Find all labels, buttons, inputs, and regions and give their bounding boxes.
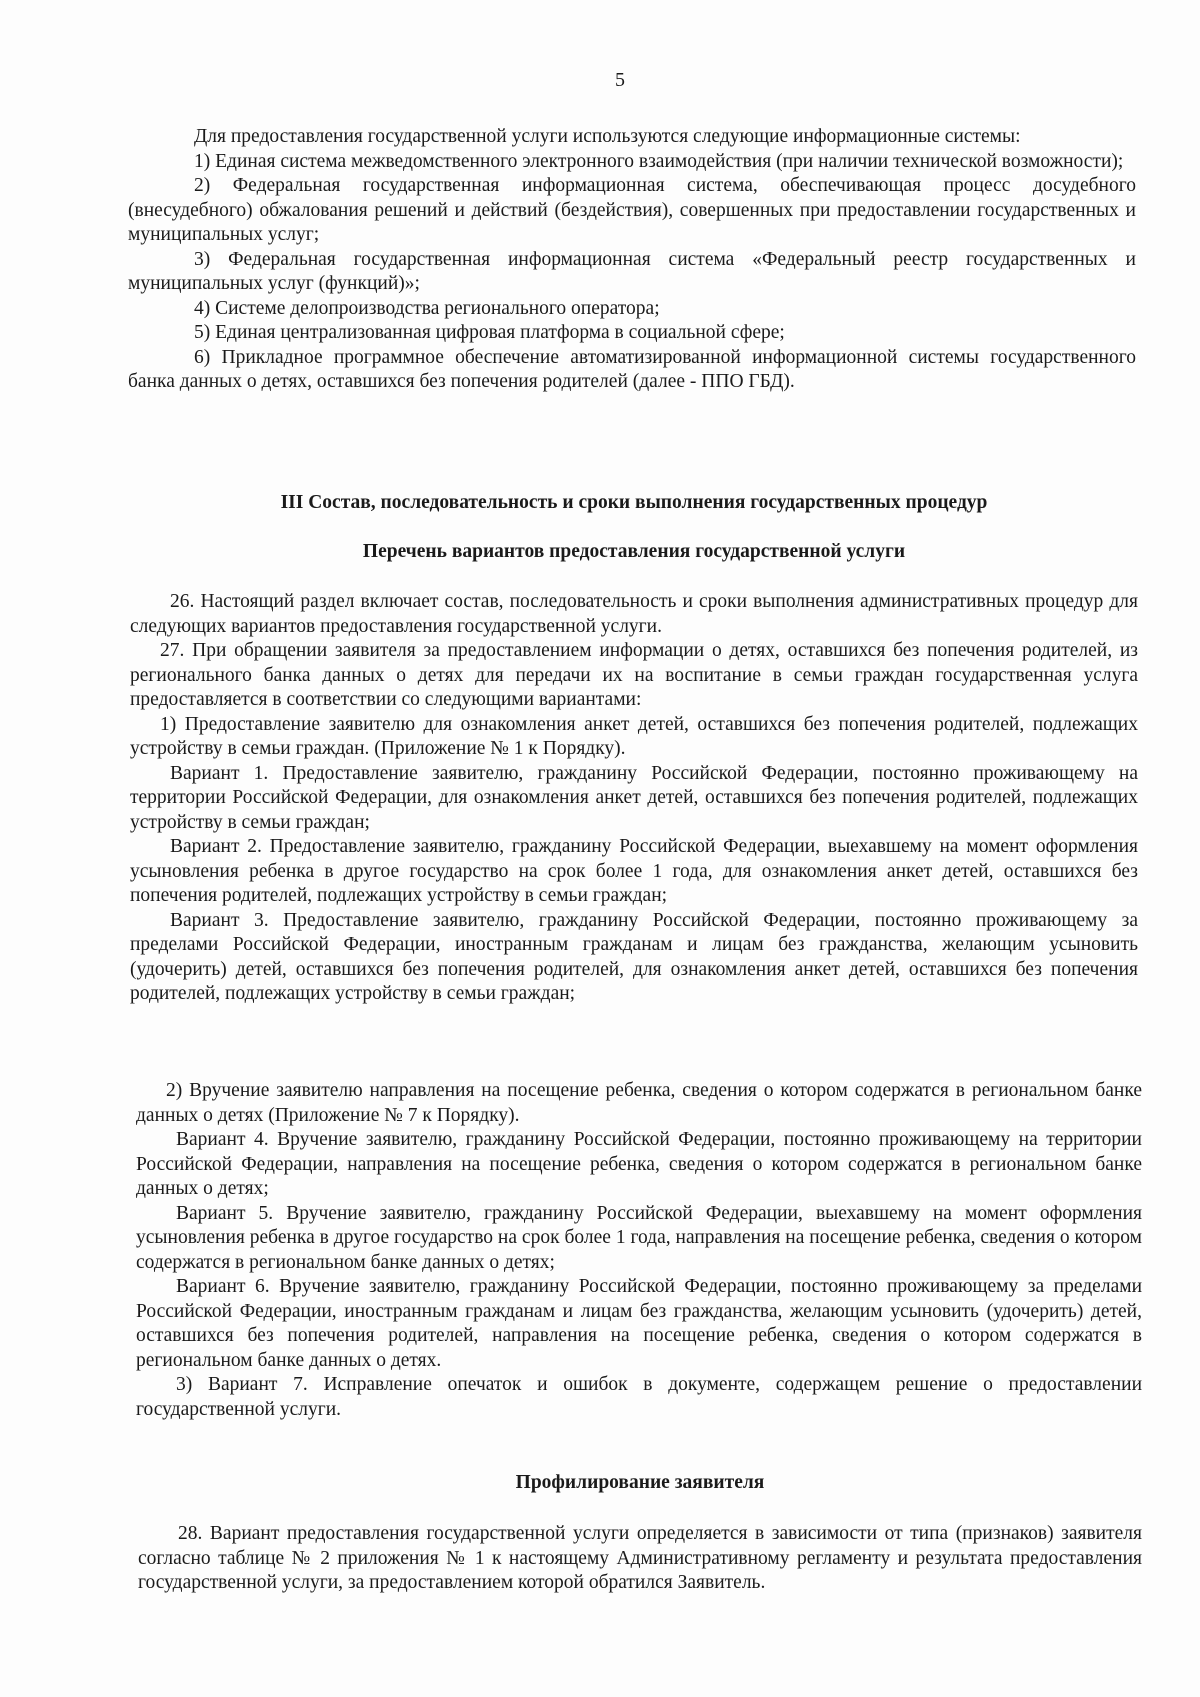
variant-4: Вариант 4. Вручение заявителю, гражданину Российской Федерации, постоянно проживающему на территории Российской Федерации, направления на посещение ребенка, сведения о котором содержатся в региональном банке данных о детях;: [136, 1129, 1142, 1199]
list-item-ppo-gbd: 6) Прикладное программное обеспечение автоматизированной информационной системы государственного банка данных о детях, оставшихся без попечения родителей (далее - ППО ГБД).: [128, 346, 1136, 392]
profiling-section: [138, 1522, 1142, 1596]
variant-6: Вариант 6. Вручение заявителю, гражданину Российской Федерации, постоянно проживающему за пределами Российской Федерации, иностранным гражданам и лицам без гражданства, желающим усыновить (удочерить) детей, оставшихся без попечения родителей, направления на посещение ребенка, сведения о котором содержатся в региональном банке данных о детях.: [136, 1276, 1142, 1371]
list-item-federal-registry: 3) Федеральная государственная информационная система «Федеральный реестр государственных и муниципальных услуг (функций)»;: [128, 248, 1136, 294]
page-number: 5: [615, 69, 625, 91]
section-heading-procedures: III Состав, последовательность и сроки выполнения государственных процедур: [280, 492, 988, 513]
list-item-1: 1) Предоставление заявителю для ознакомления анкет детей, оставшихся без попечения родителей, подлежащих устройству в семьи граждан. (Приложение № 1 к Порядку).: [130, 713, 1138, 759]
list-item-appeal-system: 2) Федеральная государственная информационная система, обеспечивающая процесс досудебного (внесудебного) обжалования решений и действий (бездействия), совершенных при предоставлении государственных и муниципальных услуг;: [128, 175, 1136, 245]
subheading-applicant-profiling: Профилирование заявителя: [515, 1472, 765, 1493]
list-item-3: 3) Вариант 7. Исправление опечаток и ошибок в документе, содержащем решение о предоставлении государственной услуги.: [136, 1374, 1142, 1420]
variant-2: Вариант 2. Предоставление заявителю, гражданину Российской Федерации, выехавшему на момент оформления усыновления ребенка в другое государство на срок более 1 года, для ознакомления анкет детей, оставшихся без попечения родителей, подлежащих устройству в семьи граждан;: [130, 836, 1138, 906]
variants-section: [130, 590, 1138, 1007]
variants-section-continued: [136, 1079, 1142, 1422]
variant-5: Вариант 5. Вручение заявителю, гражданину Российской Федерации, выехавшему на момент оформления усыновления ребенка в другое государство на срок более 1 года, направления на посещение ребенка, сведения о котором содержатся в региональном банке данных о детях;: [136, 1202, 1142, 1273]
variant-1: Вариант 1. Предоставление заявителю, гражданину Российской Федерации, постоянно проживающему на территории Российской Федерации, для ознакомления анкет детей, оставшихся без попечения родителей, подлежащих устройству в семьи граждан;: [130, 762, 1138, 833]
information-systems-section: [128, 125, 1136, 395]
paragraph-27: 27. При обращении заявителя за предоставлением информации о детях, оставшихся без попечения родителей, из регионального банка данных о детях для передачи их на воспитание в семьи граждан государственная услуга предоставляется в соответствии со следующими вариантами:: [130, 640, 1138, 710]
paragraph-26: 26. Настоящий раздел включает состав, последовательность и сроки выполнения административных процедур для следующих вариантов предоставления государственной услуги.: [130, 591, 1138, 637]
paragraph-28: 28. Вариант предоставления государственной услуги определяется в зависимости от типа (признаков) заявителя согласно таблице № 2 приложения № 1 к настоящему Административному регламенту и результата предоставления государственной услуги, за предоставлением которой обратился Заявитель.: [138, 1523, 1142, 1593]
list-item-smev: 1) Единая система межведомственного электронного взаимодействия (при наличии технической возможности);: [194, 150, 1124, 172]
subheading-variants-list: Перечень вариантов предоставления государственной услуги: [362, 541, 906, 562]
list-item-digital-platform: 5) Единая централизованная цифровая платформа в социальной сфере;: [194, 322, 785, 343]
list-item-2: 2) Вручение заявителю направления на посещение ребенка, сведения о котором содержатся в региональном банке данных о детях (Приложение № 7 к Порядку).: [136, 1080, 1142, 1126]
list-item-records-system: 4) Системе делопроизводства регионального оператора;: [194, 297, 660, 319]
variant-3: Вариант 3. Предоставление заявителю, гражданину Российской Федерации, постоянно проживающему за пределами Российской Федерации, иностранным гражданам и лицам без гражданства, желающим усыновить (удочерить) детей, оставшихся без попечения родителей, для ознакомления анкет детей, оставшихся без попечения родителей, подлежащих устройству в семьи граждан;: [130, 909, 1138, 1004]
paragraph-info-systems-intro: Для предоставления государственной услуги используются следующие информационные системы:: [194, 126, 1021, 147]
